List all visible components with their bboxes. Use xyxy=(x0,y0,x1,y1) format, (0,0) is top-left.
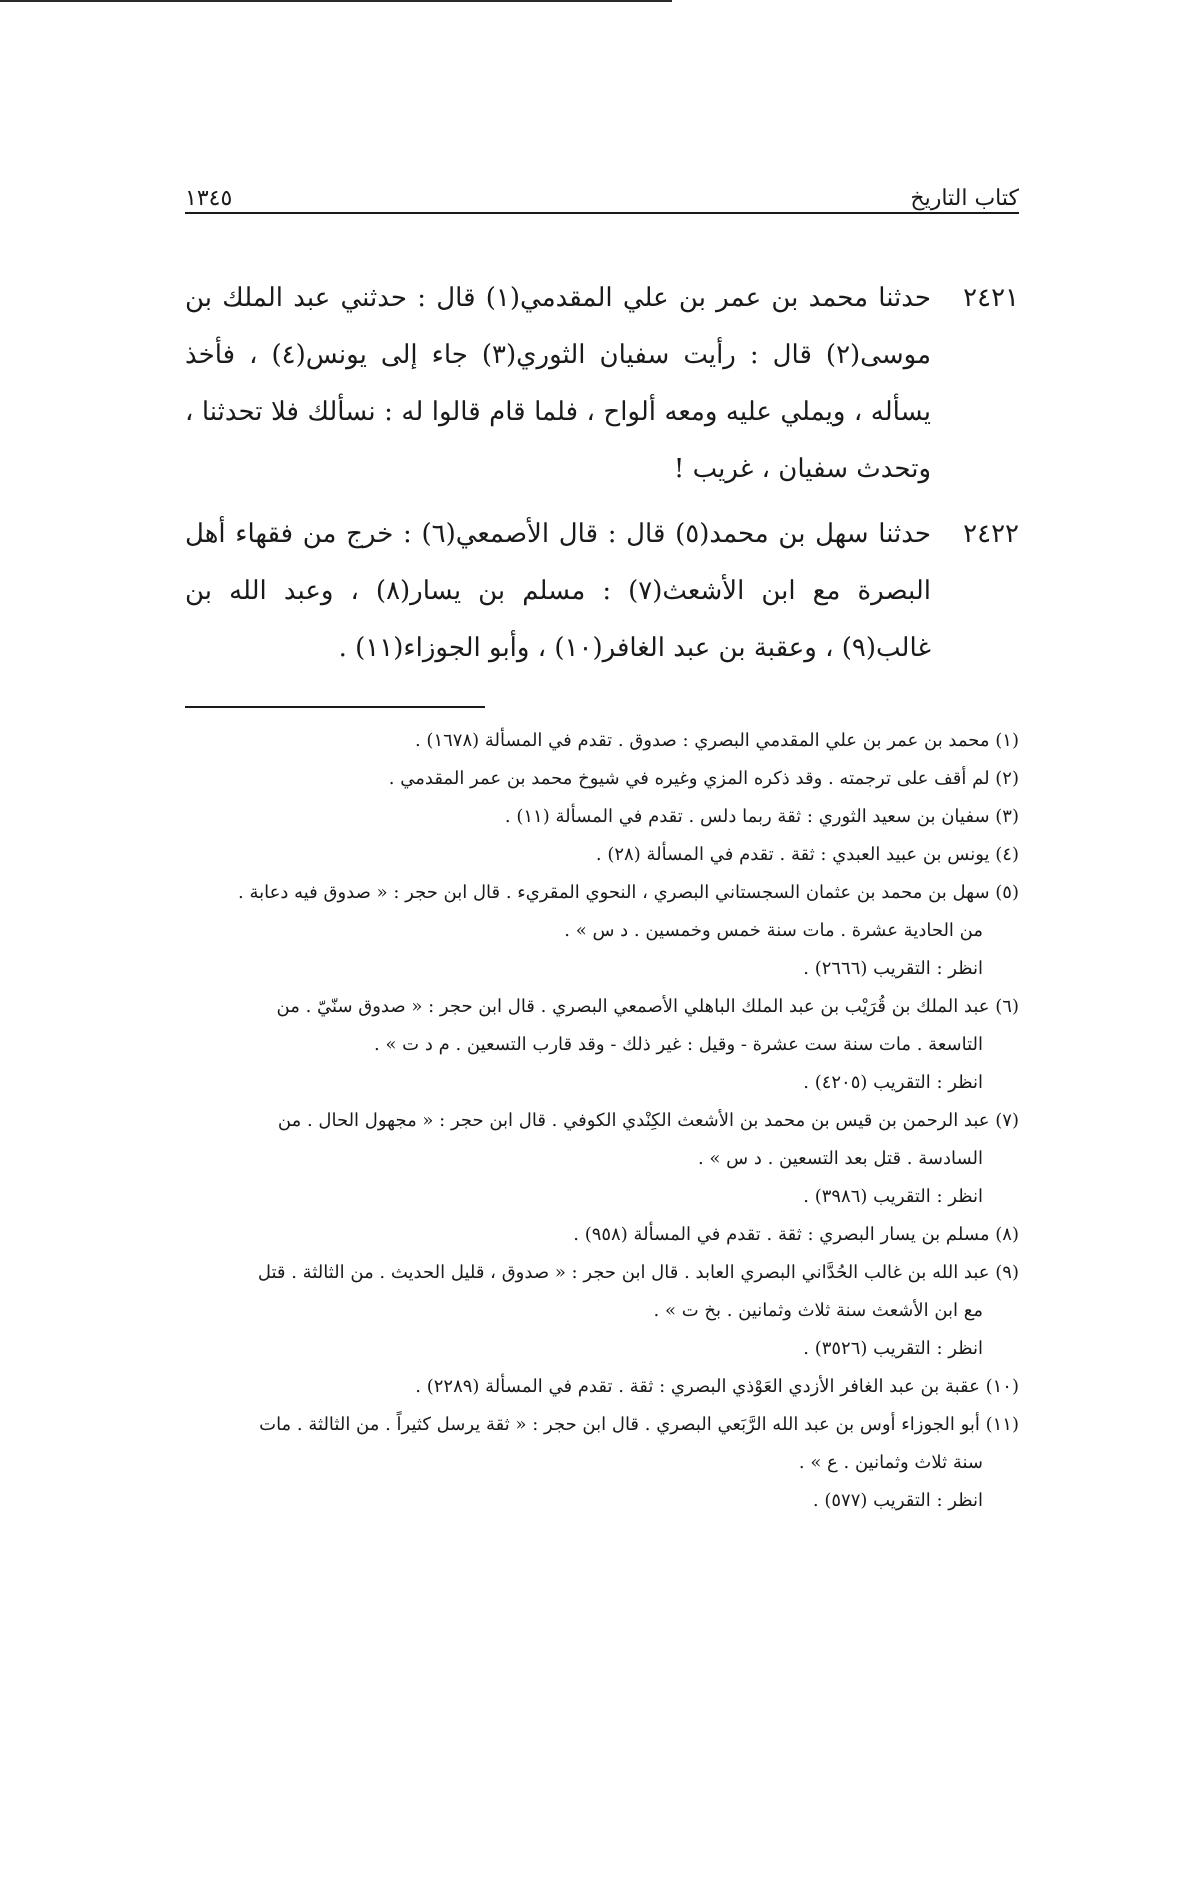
footnote-reference: انظر : التقريب (٣٥٢٦) . xyxy=(803,1338,983,1359)
footnote-reference: انظر : التقريب (٥٧٧) . xyxy=(812,1490,983,1511)
entry-number: ٢٤٢٢ xyxy=(963,519,1019,549)
footnote-7 xyxy=(185,1102,1019,1216)
footnote-continuation: مع ابن الأشعث سنة ثلاث وثمانين . بخ ت » . xyxy=(653,1300,983,1321)
footnote-4 xyxy=(185,836,1019,874)
footnote-line: (٥) سهل بن محمد بن عثمان السجستاني البصري ، النحوي المقريء . قال ابن حجر : « صدوق فيه دعابة . xyxy=(238,882,1019,903)
footnote-continuation: التاسعة . مات سنة ست عشرة - وقيل : غير ذلك - وقد قارب التسعين . م د ت » . xyxy=(374,1034,983,1055)
footnote-line: (١١) أبو الجوزاء أوس بن عبد الله الرَّبَعي البصري . قال ابن حجر : « ثقة يرسل كثيراً . من الثالثة . مات xyxy=(259,1414,1019,1435)
footnote-1 xyxy=(185,722,1019,760)
entry-text: حدثنا سهل بن محمد(٥) قال : قال الأصمعي(٦) : خرج من فقهاء أهل البصرة مع ابن الأشعث(٧) : مسلم بن يسار(٨) ، وعبد الله بن غالب(٩) ، وعقبة بن عبد الغافر(١٠) ، وأبو الجوزاء(١١) . xyxy=(185,519,931,663)
footnote-reference: انظر : التقريب (٢٦٦٦) . xyxy=(803,958,983,979)
footnote-10 xyxy=(185,1368,1019,1406)
entry-2422 xyxy=(185,506,1019,677)
main-text xyxy=(185,270,1019,685)
footnote-5 xyxy=(185,874,1019,988)
footnote-line: (٦) عبد الملك بن قُرَيْب بن عبد الملك الباهلي الأصمعي البصري . قال ابن حجر : « صدوق سنّيّ . من xyxy=(276,996,1019,1017)
footnote-line: (٢) لم أقف على ترجمته . وقد ذكره المزي وغيره في شيوخ محمد بن عمر المقدمي . xyxy=(388,768,1019,789)
footnote-11 xyxy=(185,1406,1019,1520)
footnotes xyxy=(185,722,1019,1520)
page-number: ١٣٤٥ xyxy=(185,186,233,211)
footnote-line: (٨) مسلم بن يسار البصري : ثقة . تقدم في المسألة (٩٥٨) . xyxy=(573,1224,1019,1245)
footnote-6 xyxy=(185,988,1019,1102)
footnote-9 xyxy=(185,1254,1019,1368)
footnote-line: (١٠) عقبة بن عبد الغافر الأزدي العَوْذي البصري : ثقة . تقدم في المسألة (٢٢٨٩) . xyxy=(415,1376,1019,1397)
footnote-line: (١) محمد بن عمر بن علي المقدمي البصري : صدوق . تقدم في المسألة (١٦٧٨) . xyxy=(414,730,1019,751)
footnote-line: (٩) عبد الله بن غالب الحُدَّاني البصري العابد . قال ابن حجر : « صدوق ، قليل الحديث . من الثالثة . قتل xyxy=(257,1262,1019,1283)
footnote-reference: انظر : التقريب (٣٩٨٦) . xyxy=(803,1186,983,1207)
footnote-line: (٧) عبد الرحمن بن قيس بن محمد بن الأشعث الكِنْدي الكوفي . قال ابن حجر : « مجهول الحال . من xyxy=(277,1110,1019,1131)
footnote-continuation: السادسة . قتل بعد التسعين . د س » . xyxy=(697,1148,983,1169)
entry-text: حدثنا محمد بن عمر بن علي المقدمي(١) قال : حدثني عبد الملك بن موسى(٢) قال : رأيت سفيان الثوري(٣) جاء إلى يونس(٤) ، فأخذ يسأله ، ويملي عليه ومعه ألواح ، فلما قام قالوا له : نسألك فلا تحدثنا ، وتحدث سفيان ، غريب ! xyxy=(185,283,931,484)
scan-edge-line xyxy=(0,0,672,2)
entry-number: ٢٤٢١ xyxy=(963,283,1019,313)
footnote-line: (٣) سفيان بن سعيد الثوري : ثقة ربما دلس . تقدم في المسألة (١١) . xyxy=(504,806,1019,827)
running-title: كتاب التاريخ xyxy=(910,186,1019,211)
page-header xyxy=(185,175,1019,211)
footnote-2 xyxy=(185,760,1019,798)
footnote-8 xyxy=(185,1216,1019,1254)
footnote-reference: انظر : التقريب (٤٢٠٥) . xyxy=(803,1072,983,1093)
footnote-rule xyxy=(185,706,485,708)
footnote-line: (٤) يونس بن عبيد العبدي : ثقة . تقدم في المسألة (٢٨) . xyxy=(595,844,1019,865)
entry-2421 xyxy=(185,270,1019,498)
header-rule xyxy=(185,212,1019,214)
footnote-3 xyxy=(185,798,1019,836)
footnote-continuation: سنة ثلاث وثمانين . ع » . xyxy=(798,1452,983,1473)
footnote-continuation: من الحادية عشرة . مات سنة خمس وخمسين . د س » . xyxy=(564,920,983,941)
